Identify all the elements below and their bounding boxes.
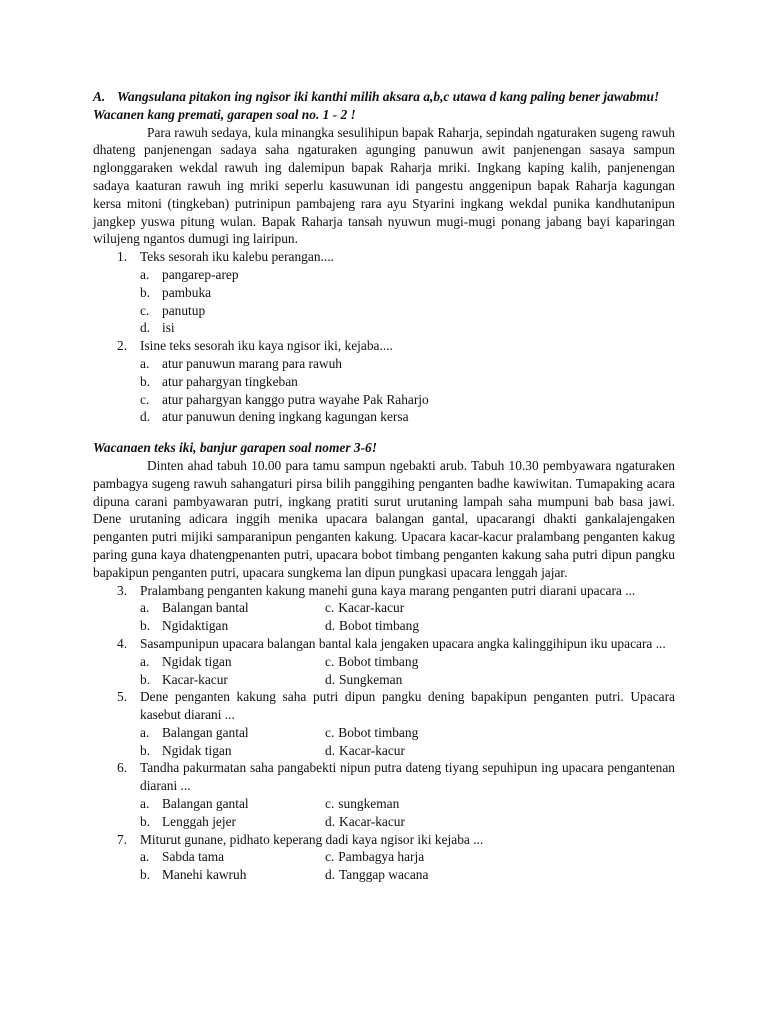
option-text: pambuka: [162, 284, 212, 300]
option-letter: c.: [325, 724, 335, 740]
question-item: [93, 248, 675, 266]
option-letter: d.: [325, 671, 336, 687]
option-letter: a.: [140, 355, 150, 371]
answer-option-row: [140, 724, 675, 742]
passage1-heading: Wacanen kang premati, garapen soal no. 1 - 2 !: [93, 106, 356, 122]
answer-option: [140, 671, 325, 689]
option-text: Kacar-kacur: [338, 600, 405, 616]
question-number: 2.: [117, 338, 128, 354]
option-letter: d.: [325, 742, 336, 758]
question-item: [93, 337, 675, 355]
answer-option: [140, 408, 675, 426]
option-letter: c.: [140, 391, 150, 407]
answer-option-row: [140, 599, 675, 617]
answer-option: [140, 599, 325, 617]
answer-option-row: [140, 742, 675, 760]
option-text: atur pahargyan kanggo putra wayahe Pak Raharjo: [162, 391, 429, 407]
answer-option-row: [140, 795, 675, 813]
answer-option-row: [140, 653, 675, 671]
option-text: Balangan gantal: [162, 796, 249, 812]
question-item: [93, 831, 675, 849]
answer-option: [140, 724, 325, 742]
question-text: Sasampunipun upacara balangan bantal kala jengaken upacara angka kalinggihipun iku upacara ...: [140, 635, 666, 651]
option-text: Kacar-kacur: [339, 813, 405, 829]
answer-option-row: [140, 866, 675, 884]
option-letter: b.: [140, 618, 151, 634]
option-text: Bobot timbang: [338, 653, 419, 669]
option-letter: a.: [140, 266, 150, 282]
option-letter: b.: [140, 742, 151, 758]
option-letter: d.: [325, 813, 336, 829]
option-letter: c.: [325, 796, 335, 812]
option-list: [93, 653, 675, 689]
option-text: pangarep-arep: [162, 266, 239, 282]
answer-option: [325, 813, 405, 831]
question-list-2: [93, 582, 675, 885]
option-list: [93, 795, 675, 831]
option-letter: c.: [325, 653, 335, 669]
option-list: [93, 266, 675, 337]
option-text: Balangan bantal: [162, 600, 249, 616]
option-letter: d.: [140, 320, 151, 336]
question-text: Dene penganten kakung saha putri dipun pangku dening bapakipun penganten putri. Upacara kasebut diarani ...: [140, 689, 675, 723]
answer-option: [140, 848, 325, 866]
option-letter: b.: [140, 867, 151, 883]
answer-option-row: [140, 813, 675, 831]
option-text: Ngidak tigan: [162, 742, 232, 758]
answer-option: [140, 742, 325, 760]
option-text: Sabda tama: [162, 849, 225, 865]
option-text: isi: [162, 320, 175, 336]
answer-option: [140, 319, 675, 337]
answer-option: [325, 848, 424, 866]
answer-option: [140, 355, 675, 373]
question-text: Tandha pakurmatan saha pangabekti nipun putra dateng tiyang sepuhipun ing upacara pengantenan diarani ...: [140, 760, 675, 794]
option-text: panutup: [162, 302, 206, 318]
answer-option: [140, 266, 675, 284]
answer-option: [140, 813, 325, 831]
question-number: 5.: [117, 689, 128, 705]
answer-option: [325, 653, 418, 671]
answer-option-row: [140, 848, 675, 866]
answer-option: [140, 866, 325, 884]
question-item: [93, 688, 675, 724]
answer-option: [325, 866, 428, 884]
option-text: Lenggah jejer: [162, 813, 236, 829]
option-letter: b.: [140, 373, 151, 389]
question-text: Miturut gunane, pidhato keperang dadi kaya ngisor iki kejaba ...: [140, 831, 484, 847]
option-text: Sungkeman: [339, 671, 403, 687]
section-a-instruction: [93, 88, 675, 106]
option-letter: c.: [325, 849, 335, 865]
option-letter: c.: [325, 600, 335, 616]
option-text: Pambagya harja: [338, 849, 425, 865]
question-text: Pralambang penganten kakung manehi guna kaya marang penganten putri diarani upacara ...: [140, 582, 636, 598]
answer-option: [325, 599, 404, 617]
option-letter: d.: [140, 409, 151, 425]
option-text: Balangan gantal: [162, 724, 249, 740]
option-list: [93, 599, 675, 635]
answer-option: [140, 391, 675, 409]
option-letter: d.: [325, 618, 336, 634]
option-list: [93, 355, 675, 426]
option-letter: c.: [140, 302, 150, 318]
option-letter: b.: [140, 671, 151, 687]
option-letter: d.: [325, 867, 336, 883]
answer-option: [140, 653, 325, 671]
option-letter: a.: [140, 600, 150, 616]
option-text: Kacar-kacur: [162, 671, 228, 687]
option-text: Ngidaktigan: [162, 618, 229, 634]
answer-option: [325, 795, 399, 813]
option-list: [93, 724, 675, 760]
answer-option-row: [140, 617, 675, 635]
option-text: Manehi kawruh: [162, 867, 247, 883]
question-list-1: [93, 248, 675, 426]
answer-option: [325, 724, 418, 742]
passage2-text: Dinten ahad tabuh 10.00 para tamu sampun ngebakti arub. Tabuh 10.30 pembyawara ngaturaken pambagya sugeng rawuh sahangaturi pirsa bilih panggihing penganten badhe kawiwitan. Tumapaking acara dipuna carani pambyawaran putri, ingkang pratiti surut urutaning lampah saha mumpuni bab basa jawi. Dene urutaning adicara inggih menika upacara balangan gantal, upacarangi dhakti gankalajengaken penganten putri mijiki samparanipun penganten kakung. Upacara kacar-kacur pralambang penganten kakug paring guna kaya dhatengpenanten putri, upacara bobot timbang penganten kakung saha putri dipun pangku bapakipun penganten putri, upacara sungkema lan dipun pungkasi upacara lenggah jajar.: [93, 457, 675, 580]
option-letter: a.: [140, 849, 150, 865]
option-text: atur panuwun marang para rawuh: [162, 355, 342, 371]
option-letter: a.: [140, 796, 150, 812]
document-content: [93, 88, 675, 884]
option-text: Tanggap wacana: [339, 867, 429, 883]
option-text: atur pahargyan tingkeban: [162, 373, 298, 389]
question-number: 1.: [117, 249, 128, 265]
question-text: Isine teks sesorah iku kaya ngisor iki, kejaba....: [140, 338, 393, 354]
question-number: 3.: [117, 582, 128, 598]
option-text: Bobot timbang: [338, 724, 419, 740]
passage1-text: Para rawuh sedaya, kula minangka sesulihipun bapak Raharja, sepindah ngaturaken sugeng rawuh dhateng panjenengan sadaya saha ngaturaken agunging panuwun awit panjenengan sasaya sampun nglonggaraken wekdal rawuh ing dalemipun bapak Raharja mriki. Ingkang kaping kalih, panjenengan sadaya kaaturan rawuh ing mriki seperlu kasuwunan idi pangestu anggenipun bapak Raharja kagungan kersa mitoni (tingkeban) putrinipun pambajeng rara ayu Styarini ingkang wekdal punika kandhutanipun jangkep yuswa pitung wulan. Bapak Raharja tansah nyuwun mugi-mugi ponang jabang bayi kaparingan wilujeng ngantos dumugi ing lairipun.: [93, 124, 675, 247]
option-letter: b.: [140, 284, 151, 300]
question-item: [93, 759, 675, 795]
option-list: [93, 848, 675, 884]
instruction-text: Wangsulana pitakon ing ngisor iki kanthi milih aksara a,b,c utawa d kang paling bener jawabmu!: [117, 89, 660, 104]
answer-option: [140, 617, 325, 635]
option-text: atur panuwun dening ingkang kagungan kersa: [162, 409, 409, 425]
option-text: Ngidak tigan: [162, 653, 232, 669]
option-text: Bobot timbang: [339, 618, 420, 634]
answer-option: [325, 671, 402, 689]
answer-option: [325, 742, 405, 760]
question-number: 4.: [117, 635, 128, 651]
answer-option: [140, 284, 675, 302]
option-text: sungkeman: [338, 796, 400, 812]
question-item: [93, 635, 675, 653]
answer-option-row: [140, 671, 675, 689]
option-letter: a.: [140, 653, 150, 669]
option-letter: b.: [140, 813, 151, 829]
question-item: [93, 582, 675, 600]
question-number: 6.: [117, 760, 128, 776]
answer-option: [140, 302, 675, 320]
question-number: 7.: [117, 831, 128, 847]
option-text: Kacar-kacur: [339, 742, 405, 758]
answer-option: [140, 373, 675, 391]
passage2-heading: Wacanaen teks iki, banjur garapen soal nomer 3-6!: [93, 440, 377, 456]
section-mark: A.: [93, 89, 106, 104]
answer-option: [325, 617, 419, 635]
answer-option: [140, 795, 325, 813]
question-text: Teks sesorah iku kalebu perangan....: [140, 249, 334, 265]
option-letter: a.: [140, 724, 150, 740]
